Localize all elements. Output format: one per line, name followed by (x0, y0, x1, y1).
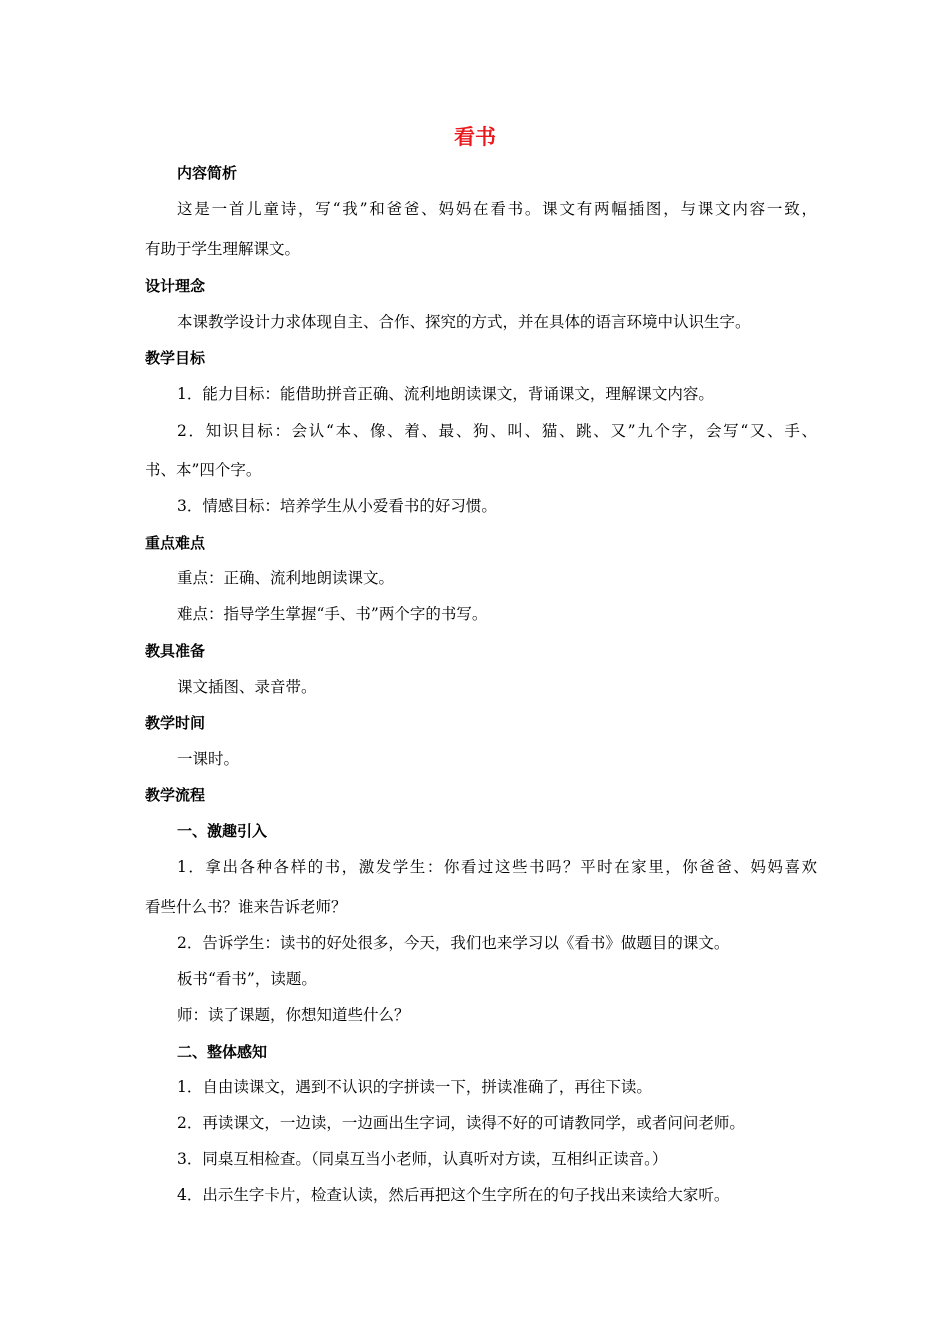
paragraph-line: 难点：指导学生掌握“手、书”两个字的书写。 (177, 605, 488, 623)
heading-content-analysis: 内容简析 (177, 164, 238, 182)
paragraph-line: 2．再读课文，一边读，一边画出生字词，读得不好的可请教同学，或者问问老师。 (177, 1114, 745, 1132)
paragraph-line: 4．出示生字卡片，检查认读，然后再把这个生字所在的句子找出来读给大家听。 (177, 1186, 730, 1204)
document-title: 看书 (454, 125, 496, 149)
paragraph-line: 1．拿出各种各样的书，激发学生：你看过这些书吗？平时在家里，你爸爸、妈妈喜欢 (177, 858, 817, 876)
heading-time: 教学时间 (145, 714, 206, 732)
subheading-overall: 二、整体感知 (177, 1043, 268, 1061)
paragraph-line: 有助于学生理解课文。 (145, 240, 301, 258)
heading-process: 教学流程 (145, 786, 206, 804)
paragraph-line: 2．知识目标：会认“本、像、着、最、狗、叫、猫、跳、又”九个字，会写“又、手、 (177, 422, 817, 440)
paragraph-line: 课文插图、录音带。 (177, 678, 317, 696)
heading-objectives: 教学目标 (145, 349, 206, 367)
paragraph-line: 1．能力目标：能借助拼音正确、流利地朗读课文，背诵课文，理解课文内容。 (177, 385, 714, 403)
paragraph-line: 这是一首儿童诗，写“我”和爸爸、妈妈在看书。课文有两幅插图，与课文内容一致， (177, 200, 817, 218)
paragraph-line: 看些什么书？谁来告诉老师？ (145, 898, 347, 916)
heading-materials: 教具准备 (145, 642, 206, 660)
heading-design-concept: 设计理念 (145, 277, 206, 295)
paragraph-line: 板书“看书”，读题。 (177, 970, 317, 988)
paragraph-line: 书、本”四个字。 (145, 461, 262, 479)
paragraph-line: 一课时。 (177, 750, 240, 768)
paragraph-line: 3．同桌互相检查。（同桌互当小老师，认真听对方读，互相纠正读音。） (177, 1150, 668, 1168)
paragraph-line: 师：读了课题，你想知道些什么？ (177, 1006, 410, 1024)
paragraph-line: 2．告诉学生：读书的好处很多，今天，我们也来学习以《看书》做题目的课文。 (177, 934, 730, 952)
paragraph-line: 重点：正确、流利地朗读课文。 (177, 569, 395, 587)
heading-key-points: 重点难点 (145, 534, 206, 552)
paragraph-line: 1．自由读课文，遇到不认识的字拼读一下，拼读准确了，再往下读。 (177, 1078, 652, 1096)
subheading-intro: 一、激趣引入 (177, 822, 268, 840)
paragraph-line: 3．情感目标：培养学生从小爱看书的好习惯。 (177, 497, 497, 515)
paragraph-line: 本课教学设计力求体现自主、合作、探究的方式，并在具体的语言环境中认识生字。 (177, 313, 751, 331)
